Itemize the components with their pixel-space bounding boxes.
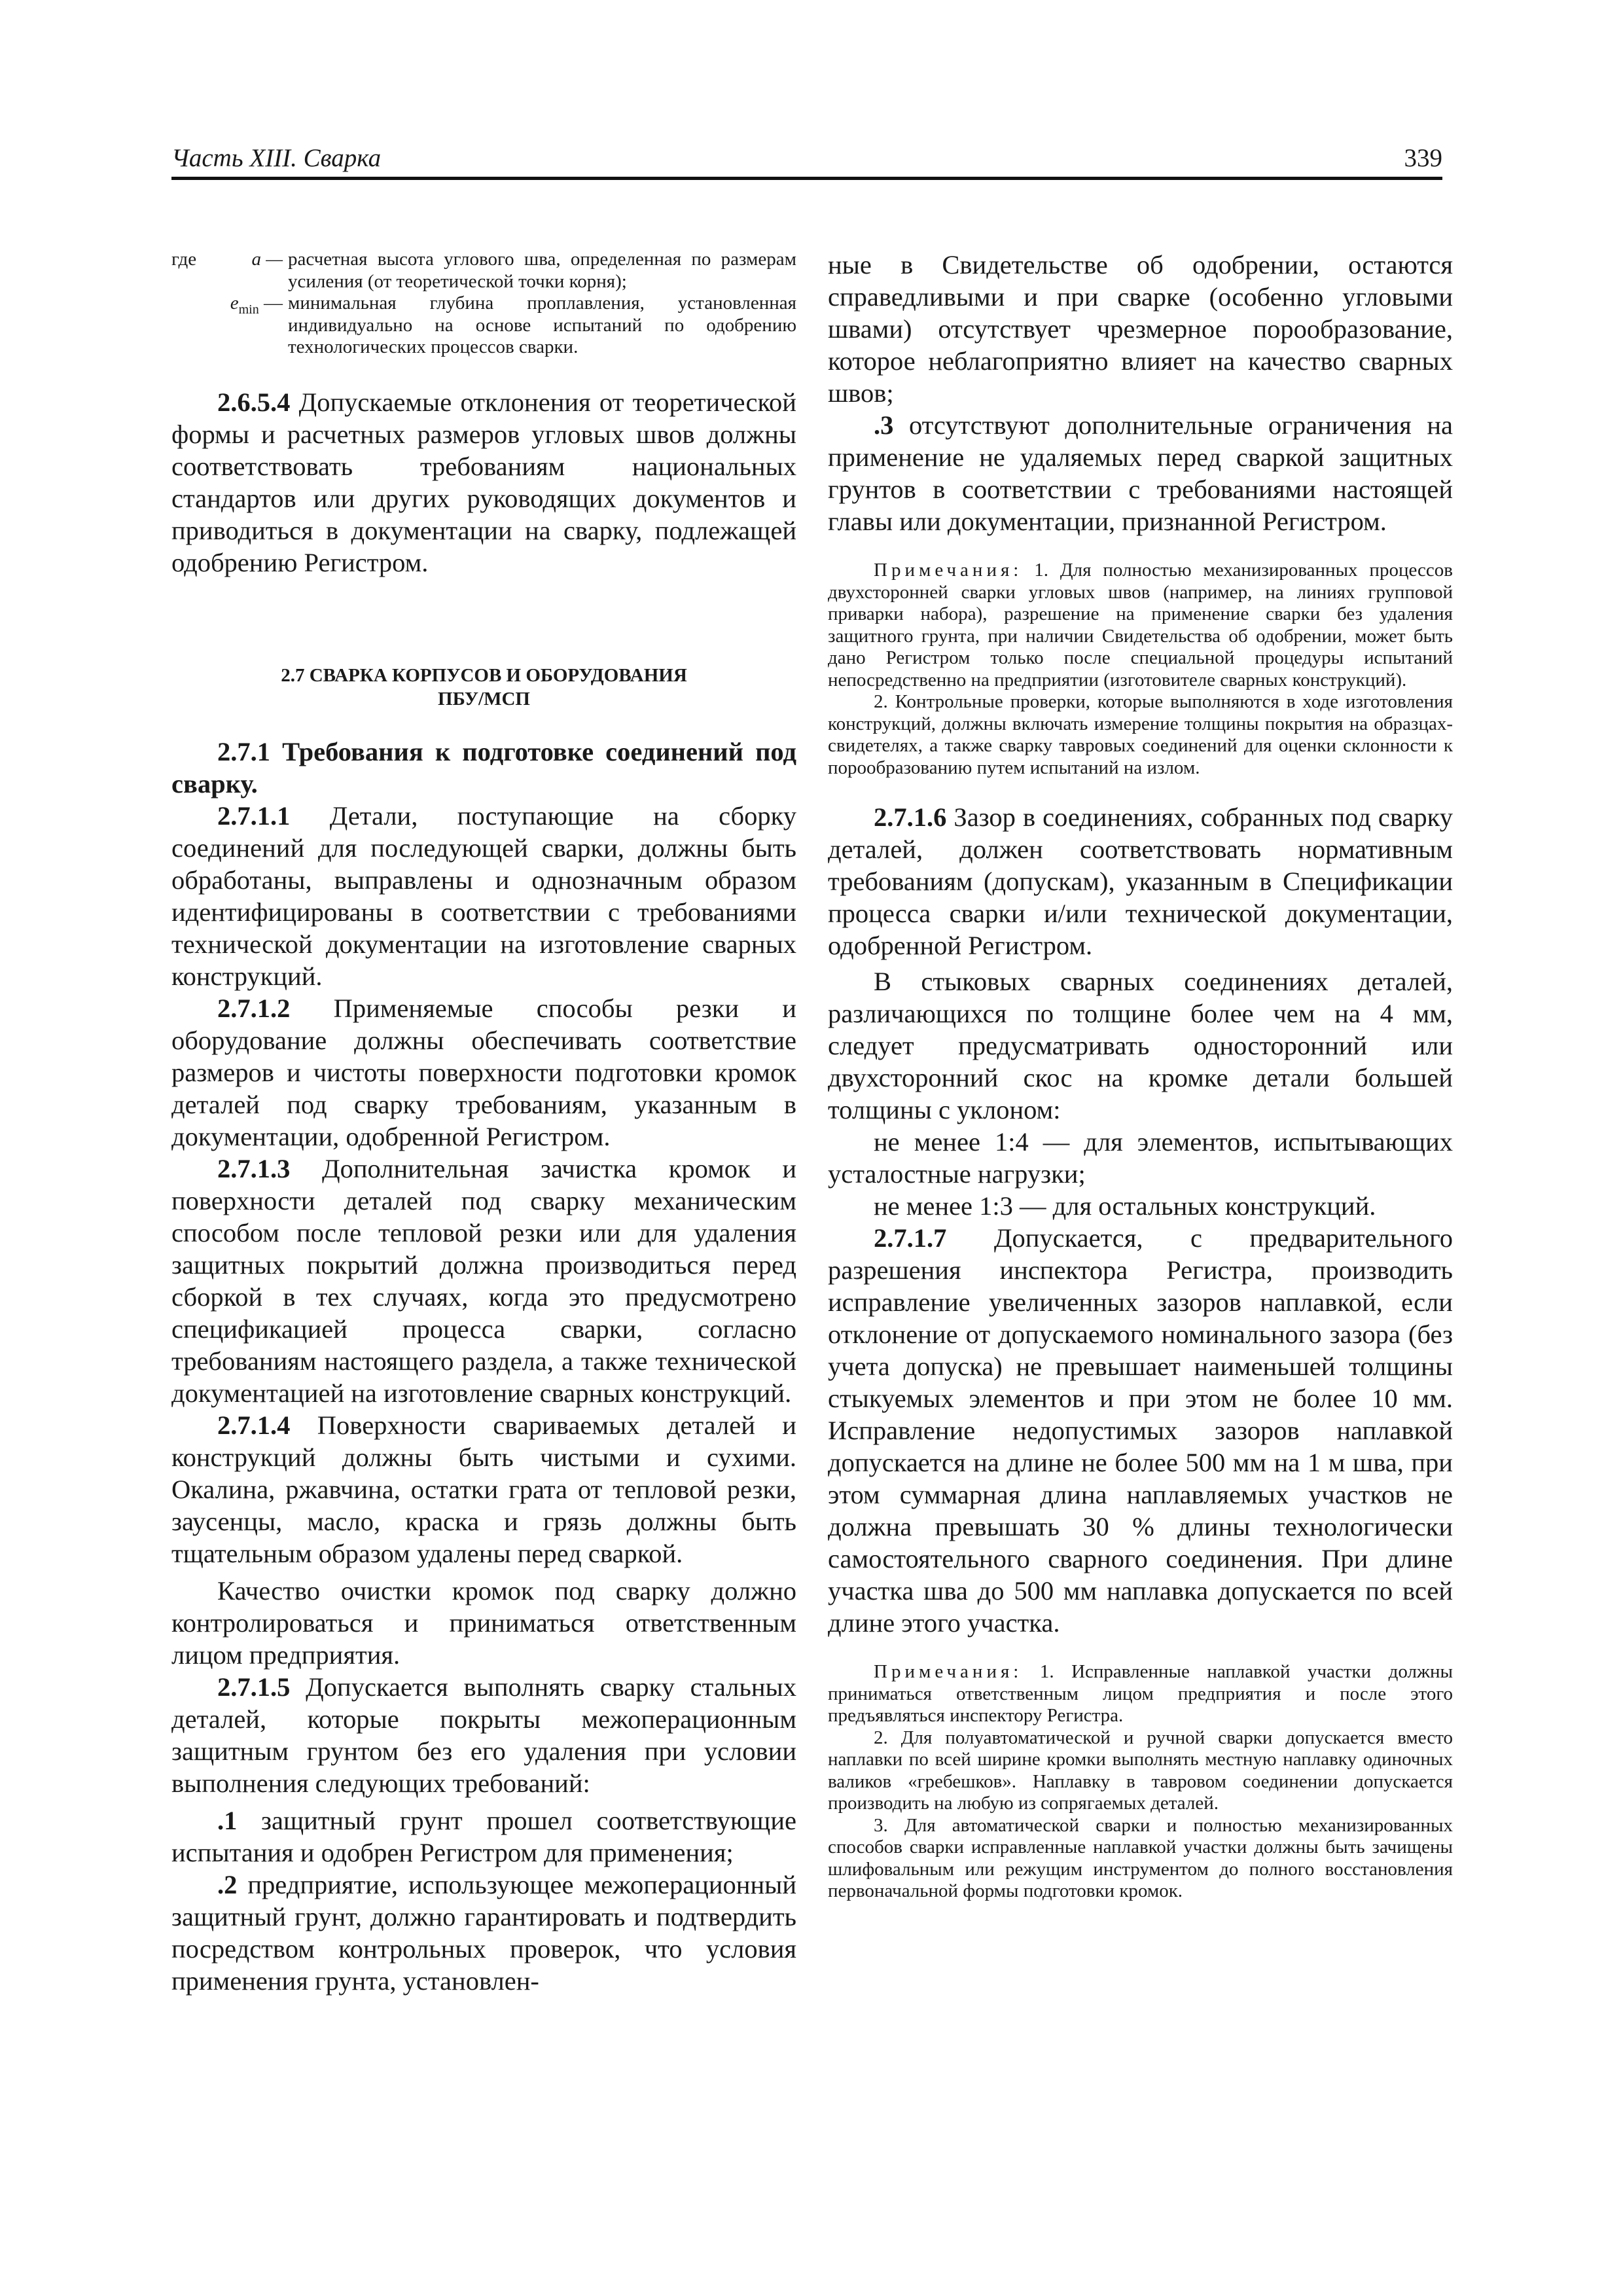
list-item-1: .1 защитный грунт прошел соответствующие испытания и одобрен Регистром для применения; [171, 1805, 796, 1867]
notes-2-item-3: 3. Для автоматической сварки и полностью механизированных способов сварки исправленные наплавкой участки должны быть зачищены шлифовальным или режущим инструментом до полного восстановления первоначальной формы подготовки кромок. [828, 1814, 1453, 1901]
paragraph-2-7-1-5: 2.7.1.5 Допускается выполнять сварку стальных деталей, которые покрыты межоперационным защитным грунтом без его удаления при условии выполнения следующих требований: [171, 1672, 796, 1798]
paragraph-2-7-1-4: 2.7.1.4 Поверхности свариваемых деталей и конструкций должны быть чистыми и сухими. Окалина, ржавчина, остатки грата от тепловой резки, заусенцы, масло, краска и грязь должны быть тщательным образом удалены перед сваркой. [171, 1410, 796, 1568]
paragraph-ratio-1-4: не менее 1:4 — для элементов, испытывающих усталостные нагрузки; [828, 1127, 1453, 1189]
paragraph-2-7-1-1: 2.7.1.1 Детали, поступающие на сборку соединений для последующей сварки, должны быть обработаны, выправлены и однозначным образом идентифицированы в соответствии с требованиями технической документации на изготовление сварных конструкций. [171, 800, 796, 991]
page-number: 339 [1404, 144, 1442, 172]
paragraph-2-7-1-2: 2.7.1.2 Применяемые способы резки и оборудование должны обеспечивать соответствие размеров и чистоты поверхности подготовки кромок деталей под сварку требованиям, указанным в документации, одобренной Регистром. [171, 993, 796, 1151]
where-word: где [171, 249, 197, 270]
list-item-2: .2 предприятие, использующее межоперационный защитный грунт, должно гарантировать и подтвердить посредством контрольных проверок, что условия применения грунта, установлен- [171, 1869, 796, 1996]
list-item-2-continued: ные в Свидетельстве об одобрении, остаются справедливыми и при сварке (особенно угловыми швами) отсутствует чрезмерное порообразование, которое неблагоприятно влияет на качество сварных швов; [828, 250, 1453, 408]
legend-text-emin: минимальная глубина проплавления, установленная индивидуально на основе испытаний по одобрению технологических процессов сварки. [288, 293, 796, 357]
running-title: Часть XIII. Сварка [171, 144, 382, 172]
notes-1-item-1: Примечания: 1. Для полностью механизированных процессов двухсторонней сварки угловых швов (например, на линиях групповой приварки набора), разрешение на применение сварки без удаления защитного грунта, при наличии Свидетельства об одобрении, может быть дано Регистром только после специальной процедуры испытаний непосредственно на предприятии (изготовителе сварных конструкций). [828, 560, 1453, 691]
paragraph-2-6-5-4: 2.6.5.4 Допускаемые отклонения от теоретической формы и расчетных размеров угловых швов должны соответствовать требованиям национальных стандартов или других руководящих документов и приводиться в документации на сварку, подлежащей одобрению Регистром. [171, 387, 796, 577]
right-column [828, 249, 1453, 1903]
legend-text-a: расчетная высота углового шва, определенная по размерам усиления (от теоретической точки корня); [288, 249, 796, 292]
left-column [171, 249, 796, 1997]
legend-symbol-emin: $e_{min}$ — [230, 293, 283, 317]
list-item-3: .3 отсутствуют дополнительные ограничения на применение не удаляемых перед сваркой защитных грунтов в соответствии с требованиями настоящей главы или документации, признанной Регистром. [828, 410, 1453, 536]
section-heading: 2.7 СВАРКА КОРПУСОВ И ОБОРУДОВАНИЯ ПБУ/МСП [281, 664, 687, 709]
notes-1-lead: Примечания: [874, 560, 1023, 581]
paragraph-ratio-1-3: не менее 1:3 — для остальных конструкций. [874, 1191, 1376, 1221]
formula-legend [171, 249, 796, 359]
page-header [171, 140, 1442, 180]
paragraph-butt-joints: В стыковых сварных соединениях деталей, различающихся по толщине более чем на 4 мм, следует предусматривать односторонний или двухсторонний скос на кромке детали большей толщины с уклоном: [828, 967, 1453, 1124]
legend-symbol-a: a — [251, 249, 283, 270]
notes-2-item-2: 2. Для полуавтоматической и ручной сварки допускается вместо наплавки по всей ширине кромки выполнять местную наплавку одиночных валиков «гребешков». Наплавку в тавровом соединении допускается производить на любую из сопрягаемых деталей. [828, 1727, 1453, 1814]
paragraph-2-7-1-7: 2.7.1.7 Допускается, с предварительного разрешения инспектора Регистра, производить исправление увеличенных зазоров наплавкой, если отклонение от допускаемого номинального зазора (без учета допуска) не превышает наименьшей толщины стыкуемых элементов и при этом не более 10 мм. Исправление недопустимых зазоров наплавкой допускается на длине не более 500 мм на 1 м шва, при этом суммарная длина наплавляемых участков не должна превышать 30 % длины технологически самостоятельного сварного соединения. При длине участка шва до 500 мм наплавка допускается по всей длине этого участка. [828, 1223, 1453, 1638]
subsection-heading-2-7-1: 2.7.1 Требования к подготовке соединений под сварку. [171, 736, 796, 798]
legend-row-a [171, 249, 796, 293]
notes-1-item-2: 2. Контрольные проверки, которые выполняются в ходе изготовления конструкций, должны включать измерение толщины покрытия на образцах-свидетелях, а также сварку тавровых соединений для оценки склонности к порообразованию путем испытаний на излом. [828, 691, 1453, 778]
notes-2-item-1: Примечания: 1. Исправленные наплавкой участки должны приниматься ответственным лицом предприятия и после этого предъявляться инспектору Регистра. [828, 1661, 1453, 1726]
paragraph-quality: Качество очистки кромок под сварку должно контролироваться и приниматься ответственным лицом предприятия. [171, 1575, 796, 1670]
paragraph-2-7-1-3: 2.7.1.3 Дополнительная зачистка кромок и поверхности деталей под сварку механическим способом после тепловой резки или для удаления защитных покрытий должна производиться перед сборкой в тех случаях, когда это предусмотрено спецификацией процесса сварки, согласно требованиям настоящего раздела, а также технической документацией на изготовление сварных конструкций. [171, 1153, 796, 1408]
paragraph-2-7-1-6: 2.7.1.6 Зазор в соединениях, собранных под сварку деталей, должен соответствовать нормативным требованиям (допускам), указанным в Спецификации процесса сварки и/или технической документации, одобренной Регистром. [828, 802, 1453, 960]
legend-row-emin [171, 293, 796, 359]
notes-2-lead: Примечания: [874, 1661, 1023, 1682]
